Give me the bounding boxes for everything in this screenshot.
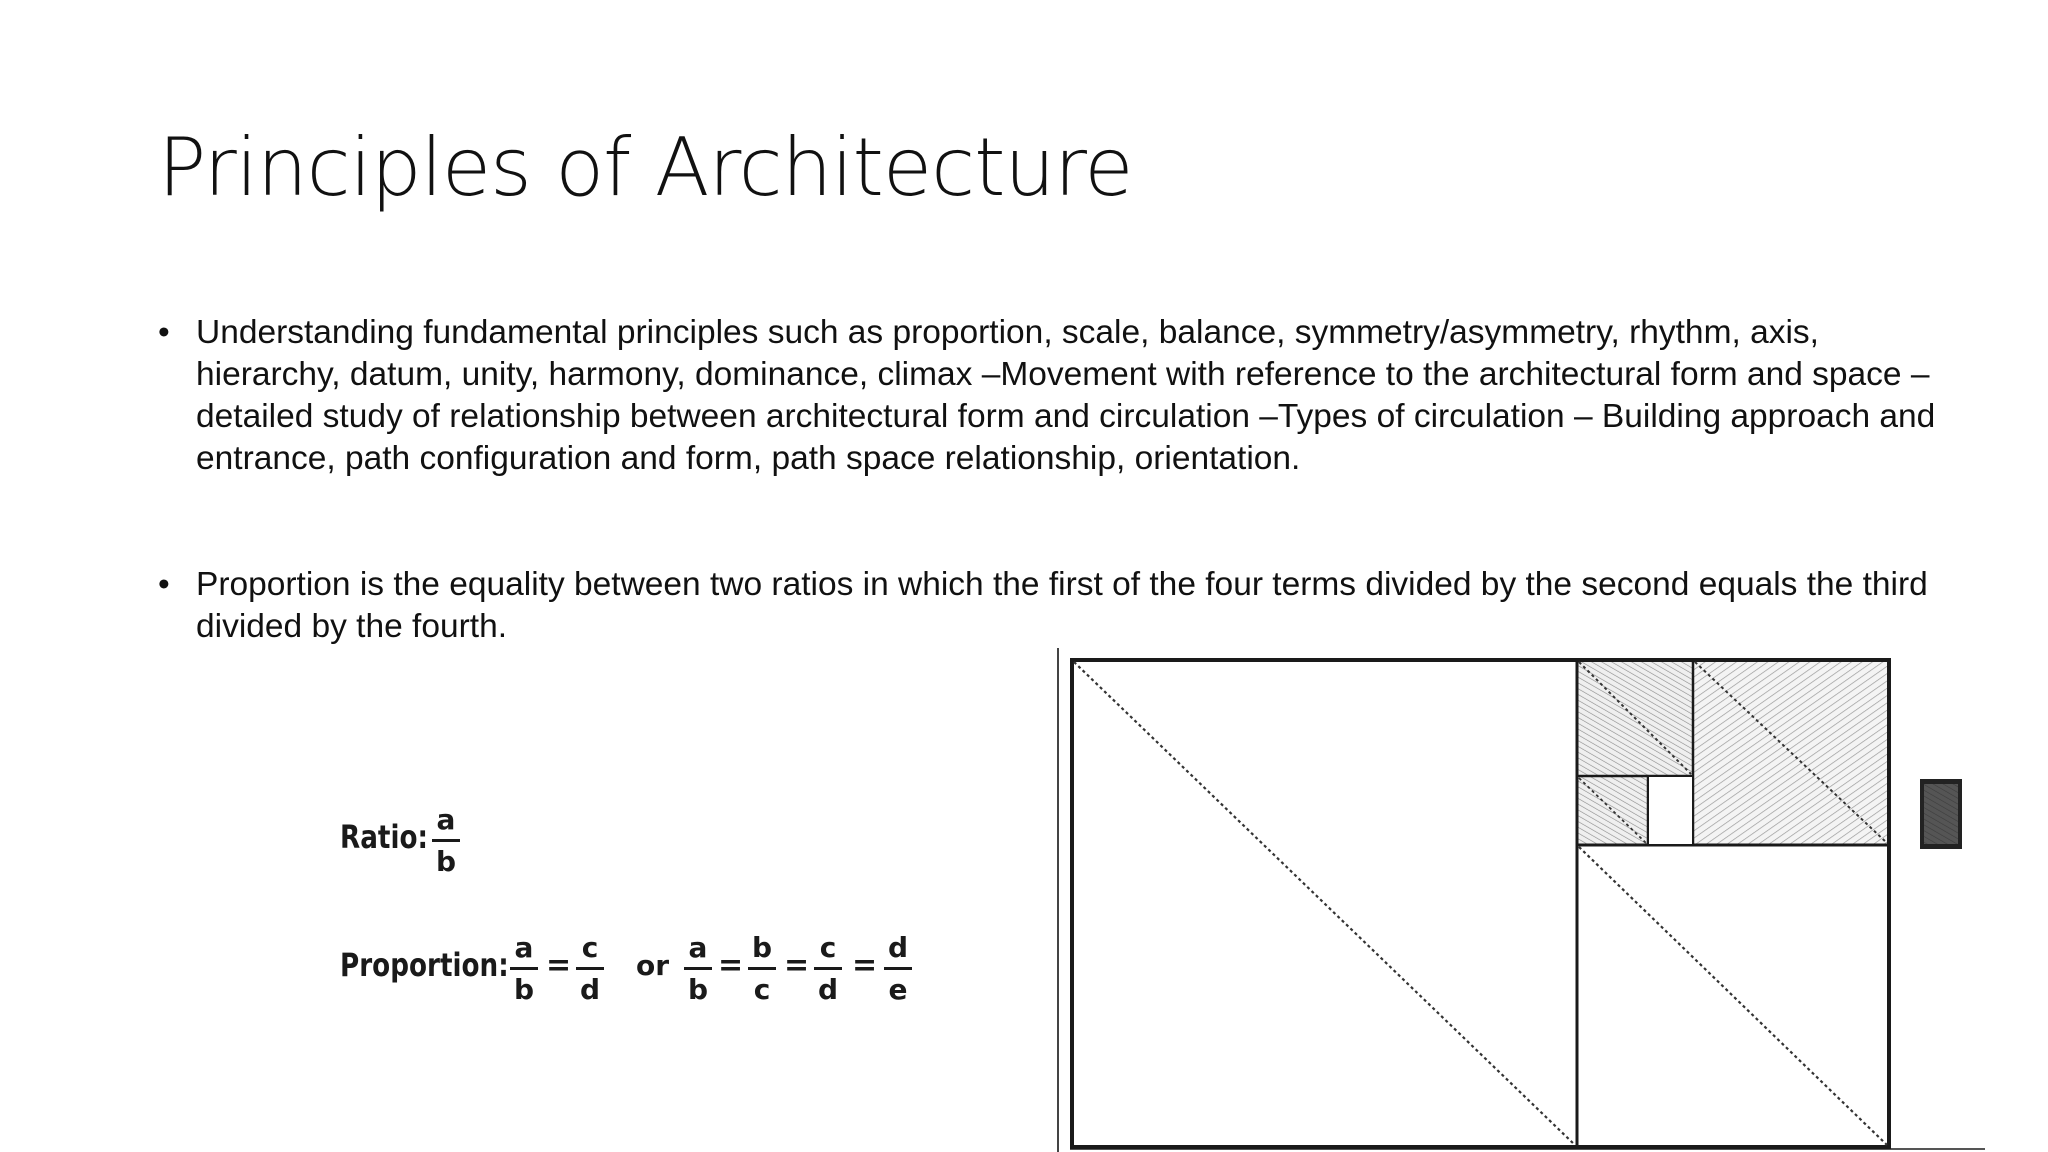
fraction-bar bbox=[748, 967, 776, 970]
numerator: d bbox=[887, 931, 909, 964]
denominator: b bbox=[687, 973, 709, 1006]
numerator: c bbox=[819, 931, 837, 964]
numerator: b bbox=[751, 931, 773, 964]
fraction bbox=[432, 804, 460, 878]
bullet-item bbox=[158, 312, 1938, 480]
bullet-list bbox=[158, 312, 1938, 648]
smallest-square bbox=[1648, 776, 1693, 845]
slide-title: Principles of Architecture bbox=[158, 121, 1133, 214]
equals-sign: = bbox=[546, 948, 572, 983]
fraction bbox=[510, 932, 538, 1006]
denominator: e bbox=[888, 973, 908, 1006]
fraction bbox=[814, 932, 842, 1006]
bullet-text: Proportion is the equality between two ratios in which the first of the four terms divided by the second equals the third divided by the fourth. bbox=[196, 566, 1928, 645]
fraction-bar bbox=[432, 839, 460, 842]
bullet-text: Understanding fundamental principles such as proportion, scale, balance, symmetry/asymmetry, rhythm, axis, hierarchy, datum, unity, harmony, dominance, climax –Movement with reference to the architectural form and space –detailed study of relationship between architectural form and circulation –Types of circulation – Building approach and entrance, path configuration and form, path space relationship, orientation. bbox=[196, 314, 1936, 477]
dark-block-texture bbox=[1924, 784, 1958, 844]
fraction-bar bbox=[684, 967, 712, 970]
denominator: b bbox=[435, 845, 457, 878]
bullet-item bbox=[158, 564, 1938, 648]
fraction-bar bbox=[576, 967, 604, 970]
equals-sign: = bbox=[718, 948, 744, 983]
bullet-marker: • bbox=[158, 566, 170, 603]
diagonal-line bbox=[1074, 662, 1575, 1145]
denominator: c bbox=[753, 973, 771, 1006]
fraction bbox=[748, 932, 776, 1006]
denominator: d bbox=[817, 973, 839, 1006]
golden-rectangle-diagram bbox=[1050, 644, 1990, 1152]
or-label: or bbox=[636, 949, 670, 982]
equals-sign: = bbox=[784, 948, 810, 983]
fraction bbox=[884, 932, 912, 1006]
ratio-proportion-formula bbox=[340, 800, 940, 1030]
fraction-bar bbox=[884, 967, 912, 970]
diagonal-line bbox=[1579, 847, 1887, 1145]
denominator: d bbox=[579, 973, 601, 1006]
numerator: a bbox=[688, 931, 708, 964]
numerator: a bbox=[514, 931, 534, 964]
fraction bbox=[576, 932, 604, 1006]
fraction-bar bbox=[510, 967, 538, 970]
numerator: a bbox=[436, 803, 456, 836]
denominator: b bbox=[513, 973, 535, 1006]
ratio-label: Ratio: bbox=[340, 818, 428, 856]
fraction bbox=[684, 932, 712, 1006]
fraction-bar bbox=[814, 967, 842, 970]
bullet-marker: • bbox=[158, 314, 170, 351]
equals-sign: = bbox=[852, 948, 878, 983]
numerator: c bbox=[581, 931, 599, 964]
proportion-label: Proportion: bbox=[340, 946, 509, 984]
